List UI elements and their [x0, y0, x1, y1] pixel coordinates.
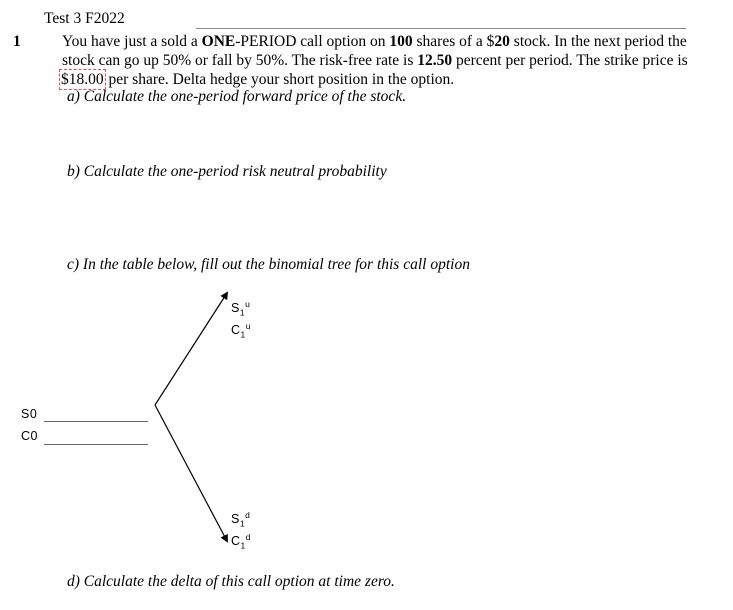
part-c-prompt: c) In the table below, fill out the binomial tree for this call option — [67, 256, 470, 273]
question-line-2 — [62, 51, 688, 70]
label-sub: 1 — [239, 518, 246, 529]
label-sup: d — [245, 532, 251, 542]
question-text: stock can go up 50% or fall by 50%. The risk-free rate is — [62, 52, 418, 69]
label-sup: u — [245, 299, 251, 309]
node-s1-up-label — [231, 299, 250, 318]
part-a-prompt: a) Calculate the one-period forward price of the stock. — [67, 88, 407, 105]
strike-price-highlight: $18.00 — [61, 71, 104, 88]
question-text: shares of a $ — [412, 33, 495, 50]
question-bold-one: ONE — [201, 33, 236, 50]
node-s1-down-label — [231, 510, 250, 529]
label-sub: 1 — [239, 307, 246, 318]
node-s0-label: S0 — [21, 407, 38, 421]
node-c0-label: C0 — [21, 429, 38, 443]
label-base: C — [231, 534, 241, 549]
s0-answer-blank[interactable] — [44, 421, 148, 422]
label-base: C — [231, 323, 241, 338]
down-branch-arrow — [155, 405, 227, 541]
question-text: per share. Delta hedge your short position in the option. — [104, 71, 455, 88]
label-sup: u — [245, 321, 251, 331]
part-b-prompt: b) Calculate the one-period risk neutral probability — [67, 163, 387, 180]
up-branch-arrow — [155, 293, 227, 405]
question-bold-price: 20 — [494, 33, 510, 50]
question-bold-rate: 12.50 — [417, 52, 453, 69]
header-title: Test 3 F2022 — [44, 10, 125, 27]
question-bold-shares: 100 — [389, 33, 413, 50]
question-text: percent per period. The strike price is — [452, 52, 688, 69]
part-d-prompt: d) Calculate the delta of this call option at time zero. — [67, 573, 395, 590]
label-base: S — [231, 301, 240, 316]
label-sub: 1 — [240, 540, 246, 551]
question-text: -PERIOD call option on — [235, 33, 390, 50]
node-c1-up-label — [231, 321, 251, 340]
question-line-1 — [62, 32, 687, 51]
question-line-3 — [62, 70, 454, 89]
label-base: S — [231, 512, 240, 527]
question-number: 1 — [13, 33, 21, 50]
label-sup: d — [245, 510, 251, 520]
header-rule — [196, 28, 686, 29]
question-text: You have just a sold a — [62, 33, 202, 50]
c0-answer-blank[interactable] — [44, 444, 148, 445]
label-sub: 1 — [240, 329, 246, 340]
node-c1-down-label — [231, 532, 251, 551]
question-text: stock. In the next period the — [509, 33, 687, 50]
